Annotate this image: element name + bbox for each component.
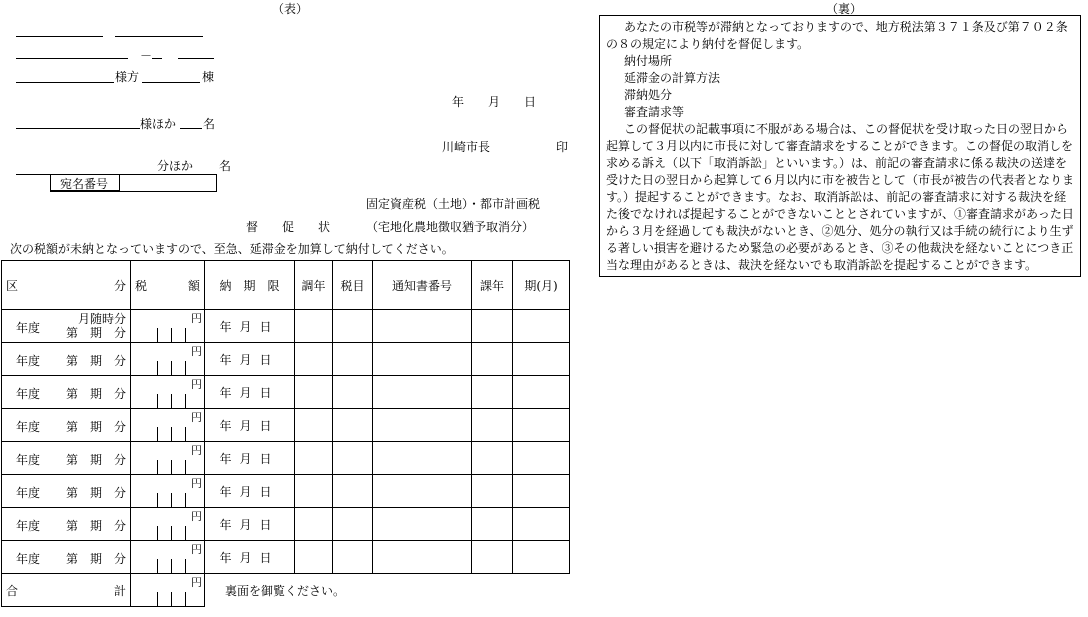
row-kanen	[472, 343, 513, 376]
row-nendo: 年度	[16, 354, 41, 368]
row-zeigaku	[131, 343, 205, 376]
row-tsuchisho	[373, 343, 472, 376]
back-paragraph-2: この督促状の記載事項に不服がある場合は、この督促状を受け取った日の翌日から起算して３月以内に市長に対して審査請求をすることができます。この督促の取消しを求める訴え（以下「取消訴訟」といいます。）は、前記の審査請求に係る裁決の送達を受けた日の翌日から起算して６月以内に市を被告として（市長が被告の代表者となります。）提起することができます。なお、取消訴訟は、前記の審査請求に対する裁決を経た後でなければ提起することができないこととされていますが、①審査請求があった日から３月を経過しても裁決がないとき、②処分、処分の執行又は手続の続行により生ずる著しい損害を避けるため緊急の必要があるとき、③その他裁決を経ないことにつき正当な理由があるときは、裁決を経ないでも取消訴訟を提起することができます。	[606, 122, 1075, 272]
row-kanen	[472, 442, 513, 475]
header-tsuchisho: 通知書番号	[373, 261, 472, 310]
row-kanen	[472, 310, 513, 343]
total-yen: 円	[191, 576, 202, 589]
row-kibun: 第 期 分	[65, 354, 126, 368]
row-noki: 年月日	[205, 409, 295, 442]
atena-number-label: 宛名番号	[60, 177, 109, 191]
back-paragraph-1: あなたの市税等が滞納となっておりますので、地方税法第３７１条及び第７０２条の８の規定により納付を督促します。	[606, 20, 1068, 51]
total-zeigaku	[131, 574, 205, 607]
row-yen: 円	[191, 510, 202, 523]
issue-date: 年 月 日	[452, 95, 537, 109]
row-kubun	[2, 376, 131, 409]
row-tsuchisho	[373, 541, 472, 574]
name-count-line	[180, 128, 202, 129]
header-zeigaku-left: 税	[135, 278, 148, 293]
row-zeimoku	[333, 376, 373, 409]
bun-hoka-label: 分ほか	[157, 159, 194, 173]
row-zeigaku	[131, 508, 205, 541]
row-kibun: 第 期 分	[65, 420, 126, 434]
back-item-payment-place: 納付場所	[624, 54, 673, 68]
row-nendo: 年度	[16, 552, 41, 566]
row-chonen	[295, 442, 333, 475]
address-line-2a	[16, 58, 128, 59]
header-kubun-left: 区	[6, 278, 19, 293]
row-kanen	[472, 475, 513, 508]
row-noki: 年月日	[205, 475, 295, 508]
table-row	[2, 541, 570, 574]
row-kubun	[2, 475, 131, 508]
address-line-1b	[115, 36, 203, 37]
row-kanen	[472, 409, 513, 442]
row-zeigaku	[131, 541, 205, 574]
row-kibun: 第 期 分	[65, 326, 126, 340]
row-nendo: 年度	[16, 453, 41, 467]
row-nendo: 年度	[16, 486, 41, 500]
address-dash: －	[140, 49, 153, 63]
row-kanen	[472, 508, 513, 541]
header-noki: 納 期 限	[205, 261, 295, 310]
row-noki: 年月日	[205, 541, 295, 574]
row-yen: 円	[191, 444, 202, 457]
row-yen: 円	[191, 477, 202, 490]
row-zeigaku	[131, 409, 205, 442]
row-zeimoku	[333, 310, 373, 343]
row-yen: 円	[191, 411, 202, 424]
row-yen: 円	[191, 345, 202, 358]
front-side-header: （表）	[272, 2, 309, 16]
row-ki	[513, 442, 570, 475]
row-ki	[513, 376, 570, 409]
row-tsuchisho	[373, 475, 472, 508]
row-kibun: 第 期 分	[65, 387, 126, 401]
header-kanen: 課年	[472, 261, 513, 310]
row-noki: 年月日	[205, 310, 295, 343]
row-chonen	[295, 508, 333, 541]
tax-table	[1, 260, 570, 607]
issuer-name: 川崎市長	[442, 140, 491, 154]
address-line-3b	[142, 82, 200, 83]
row-tsuchisho	[373, 508, 472, 541]
header-kubun-right: 分	[113, 278, 126, 293]
issuer-seal: 印	[556, 140, 569, 154]
doc-subtitle: （宅地化農地徴収猶予取消分）	[366, 220, 535, 234]
table-total-row	[2, 574, 570, 607]
intro-text: 次の税額が未納となっていますので、至急、延滞金を加算して納付してください。	[10, 242, 454, 256]
sama-kata-label: 様方	[115, 70, 140, 84]
tax-type: 固定資産税（土地）・都市計画税	[366, 197, 541, 211]
row-kanen	[472, 541, 513, 574]
row-nendo: 年度	[16, 420, 41, 434]
table-row	[2, 409, 570, 442]
table-row	[2, 310, 570, 343]
row-chonen	[295, 376, 333, 409]
row-zeigaku	[131, 475, 205, 508]
row-zeimoku	[333, 541, 373, 574]
tou-label: 棟	[202, 70, 215, 84]
table-row	[2, 508, 570, 541]
row-nendo: 年度	[16, 321, 41, 335]
header-zeimoku: 税目	[333, 261, 373, 310]
row-yen: 円	[191, 543, 202, 556]
row-zeimoku	[333, 508, 373, 541]
doc-title: 督 促 状	[246, 220, 331, 234]
row-ki	[513, 541, 570, 574]
row-kibun: 第 期 分	[65, 453, 126, 467]
row-kibun: 第 期 分	[65, 486, 126, 500]
row-kanen	[472, 376, 513, 409]
row-nendo: 年度	[16, 387, 41, 401]
row-kubun	[2, 409, 131, 442]
row-chonen	[295, 541, 333, 574]
row-zeigaku	[131, 376, 205, 409]
header-kubun	[2, 261, 131, 310]
row-zeigaku	[131, 442, 205, 475]
table-header-row	[2, 261, 570, 310]
row-zeimoku	[333, 442, 373, 475]
row-chonen	[295, 343, 333, 376]
row-kibun-zuiji: 月随時分	[77, 312, 126, 326]
row-kibun: 第 期 分	[65, 552, 126, 566]
table-row	[2, 442, 570, 475]
row-kubun	[2, 541, 131, 574]
header-zeigaku	[131, 261, 205, 310]
row-ki	[513, 310, 570, 343]
row-yen: 円	[191, 312, 202, 325]
back-item-appeal: 審査請求等	[624, 105, 685, 119]
sama-hoka-label: 様ほか	[140, 117, 177, 131]
back-item-disposition: 滞納処分	[624, 88, 673, 102]
row-noki: 年月日	[205, 343, 295, 376]
address-line-2c	[178, 58, 214, 59]
total-label	[2, 574, 131, 607]
header-zeigaku-right: 額	[187, 278, 200, 293]
see-back-note: 裏面を御覧ください。	[225, 583, 346, 598]
row-ki	[513, 508, 570, 541]
total-label-left: 合	[6, 583, 19, 598]
name-line	[16, 128, 140, 129]
back-item-late-fee: 延滞金の計算方法	[624, 71, 721, 85]
row-zeimoku	[333, 343, 373, 376]
row-kubun	[2, 310, 131, 343]
row-kubun	[2, 508, 131, 541]
row-kubun	[2, 442, 131, 475]
row-tsuchisho	[373, 310, 472, 343]
row-tsuchisho	[373, 376, 472, 409]
row-noki: 年月日	[205, 376, 295, 409]
row-chonen	[295, 409, 333, 442]
row-tsuchisho	[373, 409, 472, 442]
table-row	[2, 376, 570, 409]
address-line-1a	[16, 36, 103, 37]
row-kubun	[2, 343, 131, 376]
total-label-right: 計	[113, 583, 126, 598]
row-kibun-multi	[66, 312, 126, 340]
row-ki	[513, 409, 570, 442]
header-chonen: 調年	[295, 261, 333, 310]
row-noki: 年月日	[205, 508, 295, 541]
address-line-2b	[152, 58, 162, 59]
mei2-label: 名	[219, 159, 232, 173]
back-side-notice	[599, 15, 1081, 277]
address-line-3a	[16, 82, 114, 83]
header-ki: 期(月)	[513, 261, 570, 310]
row-chonen	[295, 475, 333, 508]
mei-label: 名	[203, 117, 216, 131]
row-zeimoku	[333, 409, 373, 442]
row-chonen	[295, 310, 333, 343]
table-row	[2, 343, 570, 376]
row-noki: 年月日	[205, 442, 295, 475]
row-zeimoku	[333, 475, 373, 508]
row-zeigaku	[131, 310, 205, 343]
back-side-header: （裏）	[826, 2, 863, 16]
row-tsuchisho	[373, 442, 472, 475]
row-nendo: 年度	[16, 519, 41, 533]
table-row	[2, 475, 570, 508]
row-kibun: 第 期 分	[65, 519, 126, 533]
row-ki	[513, 475, 570, 508]
row-ki	[513, 343, 570, 376]
row-yen: 円	[191, 378, 202, 391]
